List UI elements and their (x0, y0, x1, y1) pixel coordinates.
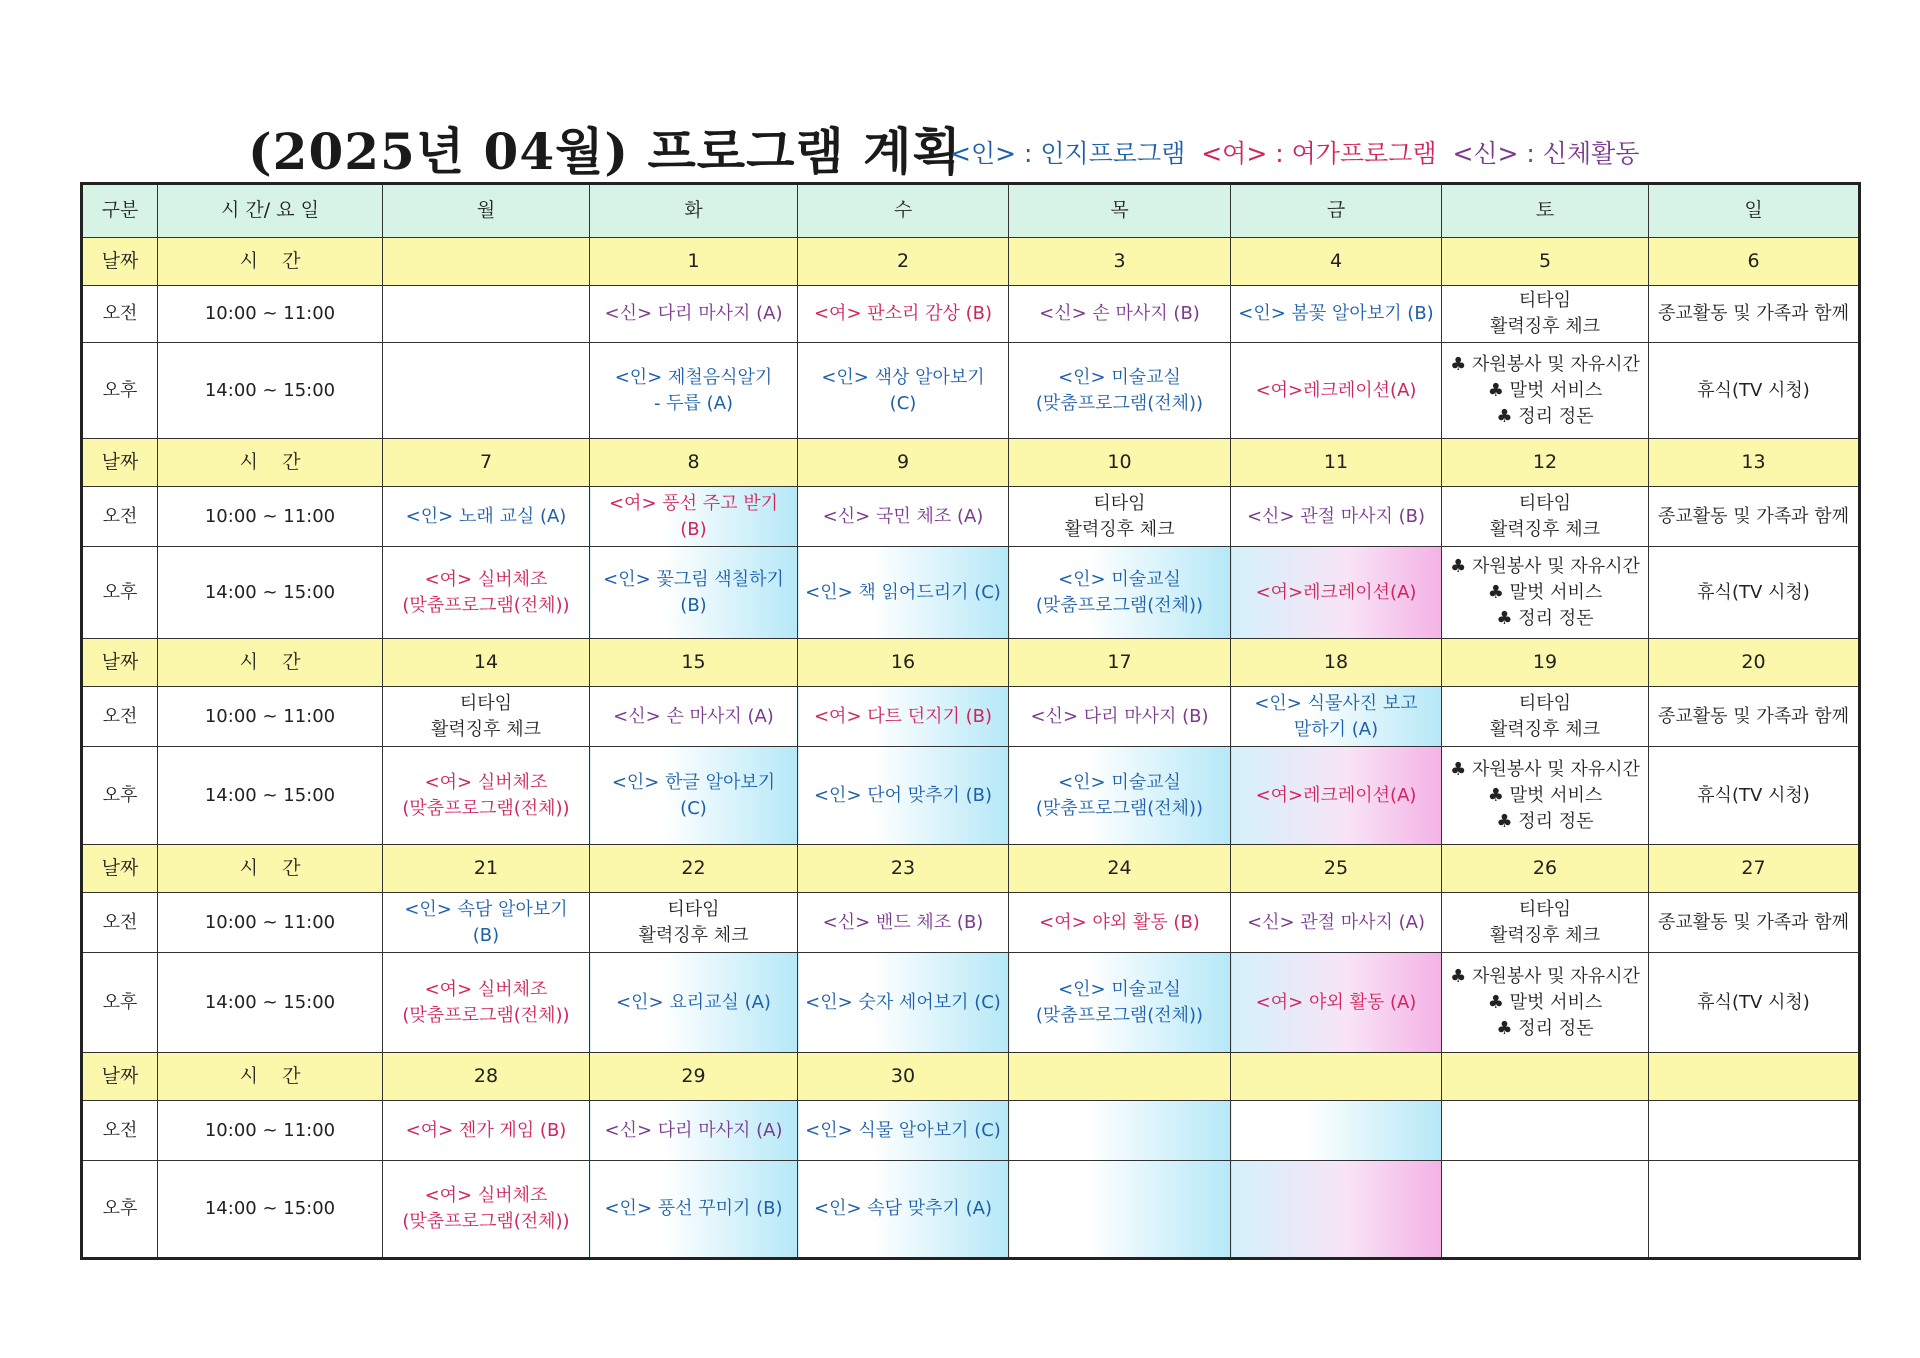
time-label: 시 간 (158, 845, 383, 893)
date-cell-mon (383, 238, 590, 286)
program-cell-pm-sat (1442, 547, 1649, 639)
am-time: 10:00 ~ 11:00 (158, 1101, 383, 1161)
program-text: <인> 단어 맞추기 (B) (813, 784, 993, 806)
program-text: <인> 미술교실 (맞춤프로그램(전체)) (1035, 978, 1204, 1026)
date-cell-fri: 11 (1231, 439, 1442, 487)
program-cell-pm-sat (1442, 747, 1649, 845)
program-text: <여> 야외 활동 (B) (1039, 911, 1200, 933)
program-cell-pm-sun (1649, 1161, 1860, 1259)
program-cell-am-mon (383, 1101, 590, 1161)
am-label: 오전 (82, 487, 158, 547)
pm-label: 오후 (82, 1161, 158, 1259)
program-cell-pm-tue (590, 343, 798, 439)
program-text: <인> 풍선 꾸미기 (B) (604, 1198, 783, 1220)
program-text: <인> 요리교실 (A) (616, 991, 771, 1013)
date-label: 날짜 (82, 238, 158, 286)
date-row (82, 439, 1860, 487)
program-cell-pm-thu (1009, 343, 1231, 439)
program-cell-am-fri (1231, 687, 1442, 747)
program-cell-am-thu (1009, 893, 1231, 953)
program-text: <신> 다리 마사지 (A) (604, 303, 783, 325)
program-text: <여> 판소리 감상 (B) (813, 303, 993, 325)
date-cell-fri: 4 (1231, 238, 1442, 286)
program-cell-am-wed (798, 687, 1009, 747)
program-cell-am-mon (383, 487, 590, 547)
program-cell-pm-sat (1442, 1161, 1649, 1259)
date-cell-thu: 17 (1009, 639, 1231, 687)
program-cell-am-fri (1231, 1101, 1442, 1161)
date-cell-fri: 25 (1231, 845, 1442, 893)
time-label: 시 간 (158, 238, 383, 286)
date-cell-sun: 27 (1649, 845, 1860, 893)
program-cell-am-thu (1009, 1101, 1231, 1161)
program-cell-am-tue (590, 893, 798, 953)
pm-row (82, 1161, 1860, 1259)
am-time: 10:00 ~ 11:00 (158, 687, 383, 747)
program-text: 티타임 활력징후 체크 (430, 692, 542, 740)
program-cell-am-sun (1649, 487, 1860, 547)
program-text: <인> 미술교실 (맞춤프로그램(전체)) (1035, 771, 1204, 819)
program-text: ♣ 자원봉사 및 자유시간 ♣ 말벗 서비스 ♣ 정리 정돈 (1450, 758, 1640, 832)
pm-row (82, 547, 1860, 639)
program-cell-pm-wed (798, 747, 1009, 845)
date-cell-thu: 24 (1009, 845, 1231, 893)
date-cell-mon: 14 (383, 639, 590, 687)
date-label: 날짜 (82, 1053, 158, 1101)
program-cell-am-fri (1231, 286, 1442, 343)
program-cell-pm-tue (590, 547, 798, 639)
am-time: 10:00 ~ 11:00 (158, 893, 383, 953)
program-text: <인> 식물 알아보기 (C) (805, 1119, 1001, 1141)
date-cell-sun (1649, 1053, 1860, 1101)
program-cell-pm-wed (798, 1161, 1009, 1259)
date-cell-tue: 15 (590, 639, 798, 687)
date-cell-sat: 12 (1442, 439, 1649, 487)
program-schedule-table (80, 182, 1861, 1260)
program-cell-pm-tue (590, 747, 798, 845)
program-text: 휴식(TV 시청) (1697, 581, 1810, 603)
time-label: 시 간 (158, 439, 383, 487)
program-cell-am-mon (383, 687, 590, 747)
program-text: 종교활동 및 가족과 함께 (1657, 505, 1850, 527)
program-text: <인> 미술교실 (맞춤프로그램(전체)) (1035, 568, 1204, 616)
pm-label: 오후 (82, 953, 158, 1053)
pm-time: 14:00 ~ 15:00 (158, 747, 383, 845)
date-cell-sat (1442, 1053, 1649, 1101)
program-cell-pm-sun (1649, 747, 1860, 845)
program-cell-pm-mon (383, 747, 590, 845)
header-day-sat: 토 (1442, 184, 1649, 238)
program-text: <인> 봄꽃 알아보기 (B) (1238, 303, 1434, 325)
program-text: <인> 책 읽어드리기 (C) (805, 581, 1001, 603)
program-text: <여> 실버체조 (맞춤프로그램(전체)) (402, 771, 570, 819)
program-cell-am-fri (1231, 893, 1442, 953)
header-day-thu: 목 (1009, 184, 1231, 238)
program-cell-am-mon (383, 286, 590, 343)
program-text: ♣ 자원봉사 및 자유시간 ♣ 말벗 서비스 ♣ 정리 정돈 (1450, 353, 1640, 427)
program-text: 티타임 활력징후 체크 (1064, 492, 1175, 540)
pm-row (82, 953, 1860, 1053)
program-text: ♣ 자원봉사 및 자유시간 ♣ 말벗 서비스 ♣ 정리 정돈 (1450, 965, 1640, 1039)
program-text: 휴식(TV 시청) (1697, 784, 1810, 806)
program-text: <신> 국민 체조 (A) (822, 505, 984, 527)
header-day-wed: 수 (798, 184, 1009, 238)
program-cell-pm-mon (383, 547, 590, 639)
program-cell-am-sat (1442, 893, 1649, 953)
program-cell-am-thu (1009, 286, 1231, 343)
program-text: <여> 실버체조 (맞춤프로그램(전체)) (402, 978, 570, 1026)
pm-row (82, 747, 1860, 845)
program-cell-am-sat (1442, 286, 1649, 343)
program-cell-am-wed (798, 1101, 1009, 1161)
date-cell-sun: 6 (1649, 238, 1860, 286)
pm-time: 14:00 ~ 15:00 (158, 547, 383, 639)
program-cell-pm-tue (590, 953, 798, 1053)
program-cell-pm-mon (383, 1161, 590, 1259)
program-text: 티타임 활력징후 체크 (1489, 692, 1601, 740)
program-cell-pm-thu (1009, 547, 1231, 639)
program-text: 티타임 활력징후 체크 (1489, 492, 1601, 540)
am-row (82, 893, 1860, 953)
date-cell-mon: 28 (383, 1053, 590, 1101)
program-text: <여> 야외 활동 (A) (1255, 991, 1417, 1013)
date-cell-wed: 16 (798, 639, 1009, 687)
program-cell-pm-thu (1009, 747, 1231, 845)
program-cell-pm-wed (798, 953, 1009, 1053)
program-text: <인> 식물사진 보고 말하기 (A) (1254, 692, 1418, 740)
program-cell-pm-tue (590, 1161, 798, 1259)
am-row (82, 487, 1860, 547)
program-text: <여> 풍선 주고 받기 (B) (608, 492, 779, 540)
program-cell-am-sun (1649, 286, 1860, 343)
program-cell-am-tue (590, 286, 798, 343)
pm-time: 14:00 ~ 15:00 (158, 343, 383, 439)
time-label: 시 간 (158, 1053, 383, 1101)
program-cell-pm-mon (383, 343, 590, 439)
am-row (82, 286, 1860, 343)
am-label: 오전 (82, 687, 158, 747)
pm-label: 오후 (82, 343, 158, 439)
program-text: <인> 제철음식알기 - 두릅 (A) (614, 366, 773, 414)
program-cell-pm-sat (1442, 953, 1649, 1053)
program-text: <신> 관절 마사지 (B) (1246, 505, 1426, 527)
date-cell-sat: 26 (1442, 845, 1649, 893)
pm-row (82, 343, 1860, 439)
program-text: <신> 밴드 체조 (B) (822, 911, 984, 933)
date-cell-tue: 22 (590, 845, 798, 893)
date-row (82, 639, 1860, 687)
pm-time: 14:00 ~ 15:00 (158, 1161, 383, 1259)
header-day-sun: 일 (1649, 184, 1860, 238)
date-cell-sun: 20 (1649, 639, 1860, 687)
program-text: <인> 꽃그림 색칠하기 (B) (603, 568, 784, 616)
program-cell-am-sun (1649, 1101, 1860, 1161)
program-text: <신> 손 마사지 (A) (613, 705, 774, 727)
program-text: <신> 다리 마사지 (B) (1030, 705, 1209, 727)
program-cell-pm-wed (798, 343, 1009, 439)
header-category: 구분 (82, 184, 158, 238)
pm-time: 14:00 ~ 15:00 (158, 953, 383, 1053)
date-cell-wed: 30 (798, 1053, 1009, 1101)
program-cell-pm-sat (1442, 343, 1649, 439)
program-cell-am-sat (1442, 487, 1649, 547)
date-cell-thu: 10 (1009, 439, 1231, 487)
program-cell-am-mon (383, 893, 590, 953)
page-title: (2025년 04월) 프로그램 계획 (248, 122, 962, 181)
program-cell-pm-sun (1649, 343, 1860, 439)
program-text: 종교활동 및 가족과 함께 (1657, 303, 1850, 325)
am-time: 10:00 ~ 11:00 (158, 487, 383, 547)
program-text: 휴식(TV 시청) (1697, 379, 1810, 401)
header-day-mon: 월 (383, 184, 590, 238)
am-label: 오전 (82, 286, 158, 343)
program-text: <신> 손 마사지 (B) (1039, 303, 1200, 325)
program-text: <인> 속담 맞추기 (A) (813, 1198, 992, 1220)
date-cell-fri: 18 (1231, 639, 1442, 687)
header-day-fri: 금 (1231, 184, 1442, 238)
program-cell-pm-thu (1009, 953, 1231, 1053)
am-row (82, 687, 1860, 747)
legend-item-physical: <신> : 신체활동 (1452, 139, 1640, 168)
program-text: <인> 색상 알아보기 (C) (821, 366, 985, 414)
header-time-day: 시 간/ 요 일 (158, 184, 383, 238)
program-text: 종교활동 및 가족과 함께 (1657, 705, 1850, 727)
program-text: 휴식(TV 시청) (1697, 991, 1810, 1013)
legend-item-cognitive: <인> : 인지프로그램 (950, 139, 1186, 168)
program-cell-pm-fri (1231, 1161, 1442, 1259)
header-day-tue: 화 (590, 184, 798, 238)
date-cell-sun: 13 (1649, 439, 1860, 487)
date-cell-thu: 3 (1009, 238, 1231, 286)
program-text: 종교활동 및 가족과 함께 (1657, 911, 1850, 933)
date-cell-mon: 21 (383, 845, 590, 893)
date-cell-sat: 5 (1442, 238, 1649, 286)
program-text: <신> 관절 마사지 (A) (1246, 911, 1425, 933)
am-row (82, 1101, 1860, 1161)
am-time: 10:00 ~ 11:00 (158, 286, 383, 343)
program-text: <여> 실버체조 (맞춤프로그램(전체)) (402, 568, 570, 616)
program-text: <인> 속담 알아보기 (B) (404, 898, 568, 946)
program-text: 티타임 활력징후 체크 (1489, 898, 1601, 946)
date-cell-wed: 9 (798, 439, 1009, 487)
program-text: <여> 실버체조 (맞춤프로그램(전체)) (402, 1185, 570, 1233)
program-text: <인> 미술교실 (맞춤프로그램(전체)) (1035, 366, 1204, 414)
date-row (82, 1053, 1860, 1101)
program-text: <여> 다트 던지기 (B) (813, 705, 993, 727)
program-cell-am-tue (590, 1101, 798, 1161)
pm-label: 오후 (82, 747, 158, 845)
date-row (82, 845, 1860, 893)
program-text: <여>레크레이션(A) (1255, 581, 1417, 603)
pm-label: 오후 (82, 547, 158, 639)
program-cell-pm-wed (798, 547, 1009, 639)
program-cell-am-thu (1009, 487, 1231, 547)
program-cell-am-sat (1442, 1101, 1649, 1161)
schedule-body (82, 184, 1860, 1259)
program-text: <여>레크레이션(A) (1255, 784, 1417, 806)
program-cell-am-tue (590, 687, 798, 747)
program-text: <여>레크레이션(A) (1255, 379, 1417, 401)
program-cell-pm-fri (1231, 747, 1442, 845)
program-cell-pm-fri (1231, 953, 1442, 1053)
program-text: <신> 다리 마사지 (A) (604, 1119, 783, 1141)
program-cell-pm-sun (1649, 547, 1860, 639)
date-cell-sat: 19 (1442, 639, 1649, 687)
program-cell-am-sun (1649, 893, 1860, 953)
time-label: 시 간 (158, 639, 383, 687)
program-cell-pm-mon (383, 953, 590, 1053)
program-cell-pm-fri (1231, 343, 1442, 439)
program-cell-am-wed (798, 487, 1009, 547)
am-label: 오전 (82, 893, 158, 953)
legend (950, 134, 1647, 170)
date-cell-fri (1231, 1053, 1442, 1101)
date-cell-mon: 7 (383, 439, 590, 487)
program-cell-am-sun (1649, 687, 1860, 747)
date-label: 날짜 (82, 845, 158, 893)
program-cell-am-sat (1442, 687, 1649, 747)
program-text: <인> 숫자 세어보기 (C) (805, 991, 1001, 1013)
program-text: 티타임 활력징후 체크 (638, 898, 749, 946)
date-row (82, 238, 1860, 286)
program-text: <여> 젠가 게임 (B) (405, 1119, 567, 1141)
program-cell-am-tue (590, 487, 798, 547)
date-label: 날짜 (82, 439, 158, 487)
date-cell-thu (1009, 1053, 1231, 1101)
program-cell-pm-fri (1231, 547, 1442, 639)
date-label: 날짜 (82, 639, 158, 687)
program-text: 티타임 활력징후 체크 (1489, 290, 1601, 338)
date-cell-tue: 1 (590, 238, 798, 286)
date-cell-tue: 29 (590, 1053, 798, 1101)
am-label: 오전 (82, 1101, 158, 1161)
date-cell-wed: 23 (798, 845, 1009, 893)
program-text: <인> 한글 알아보기 (C) (611, 771, 776, 819)
program-text: ♣ 자원봉사 및 자유시간 ♣ 말벗 서비스 ♣ 정리 정돈 (1450, 555, 1640, 629)
date-cell-tue: 8 (590, 439, 798, 487)
date-cell-wed: 2 (798, 238, 1009, 286)
program-cell-pm-sun (1649, 953, 1860, 1053)
program-text: <인> 노래 교실 (A) (405, 505, 567, 527)
program-cell-pm-thu (1009, 1161, 1231, 1259)
program-cell-am-thu (1009, 687, 1231, 747)
program-cell-am-wed (798, 286, 1009, 343)
program-cell-am-wed (798, 893, 1009, 953)
legend-item-leisure: <여> : 여가프로그램 (1201, 139, 1437, 168)
header-row (82, 184, 1860, 238)
program-cell-am-fri (1231, 487, 1442, 547)
